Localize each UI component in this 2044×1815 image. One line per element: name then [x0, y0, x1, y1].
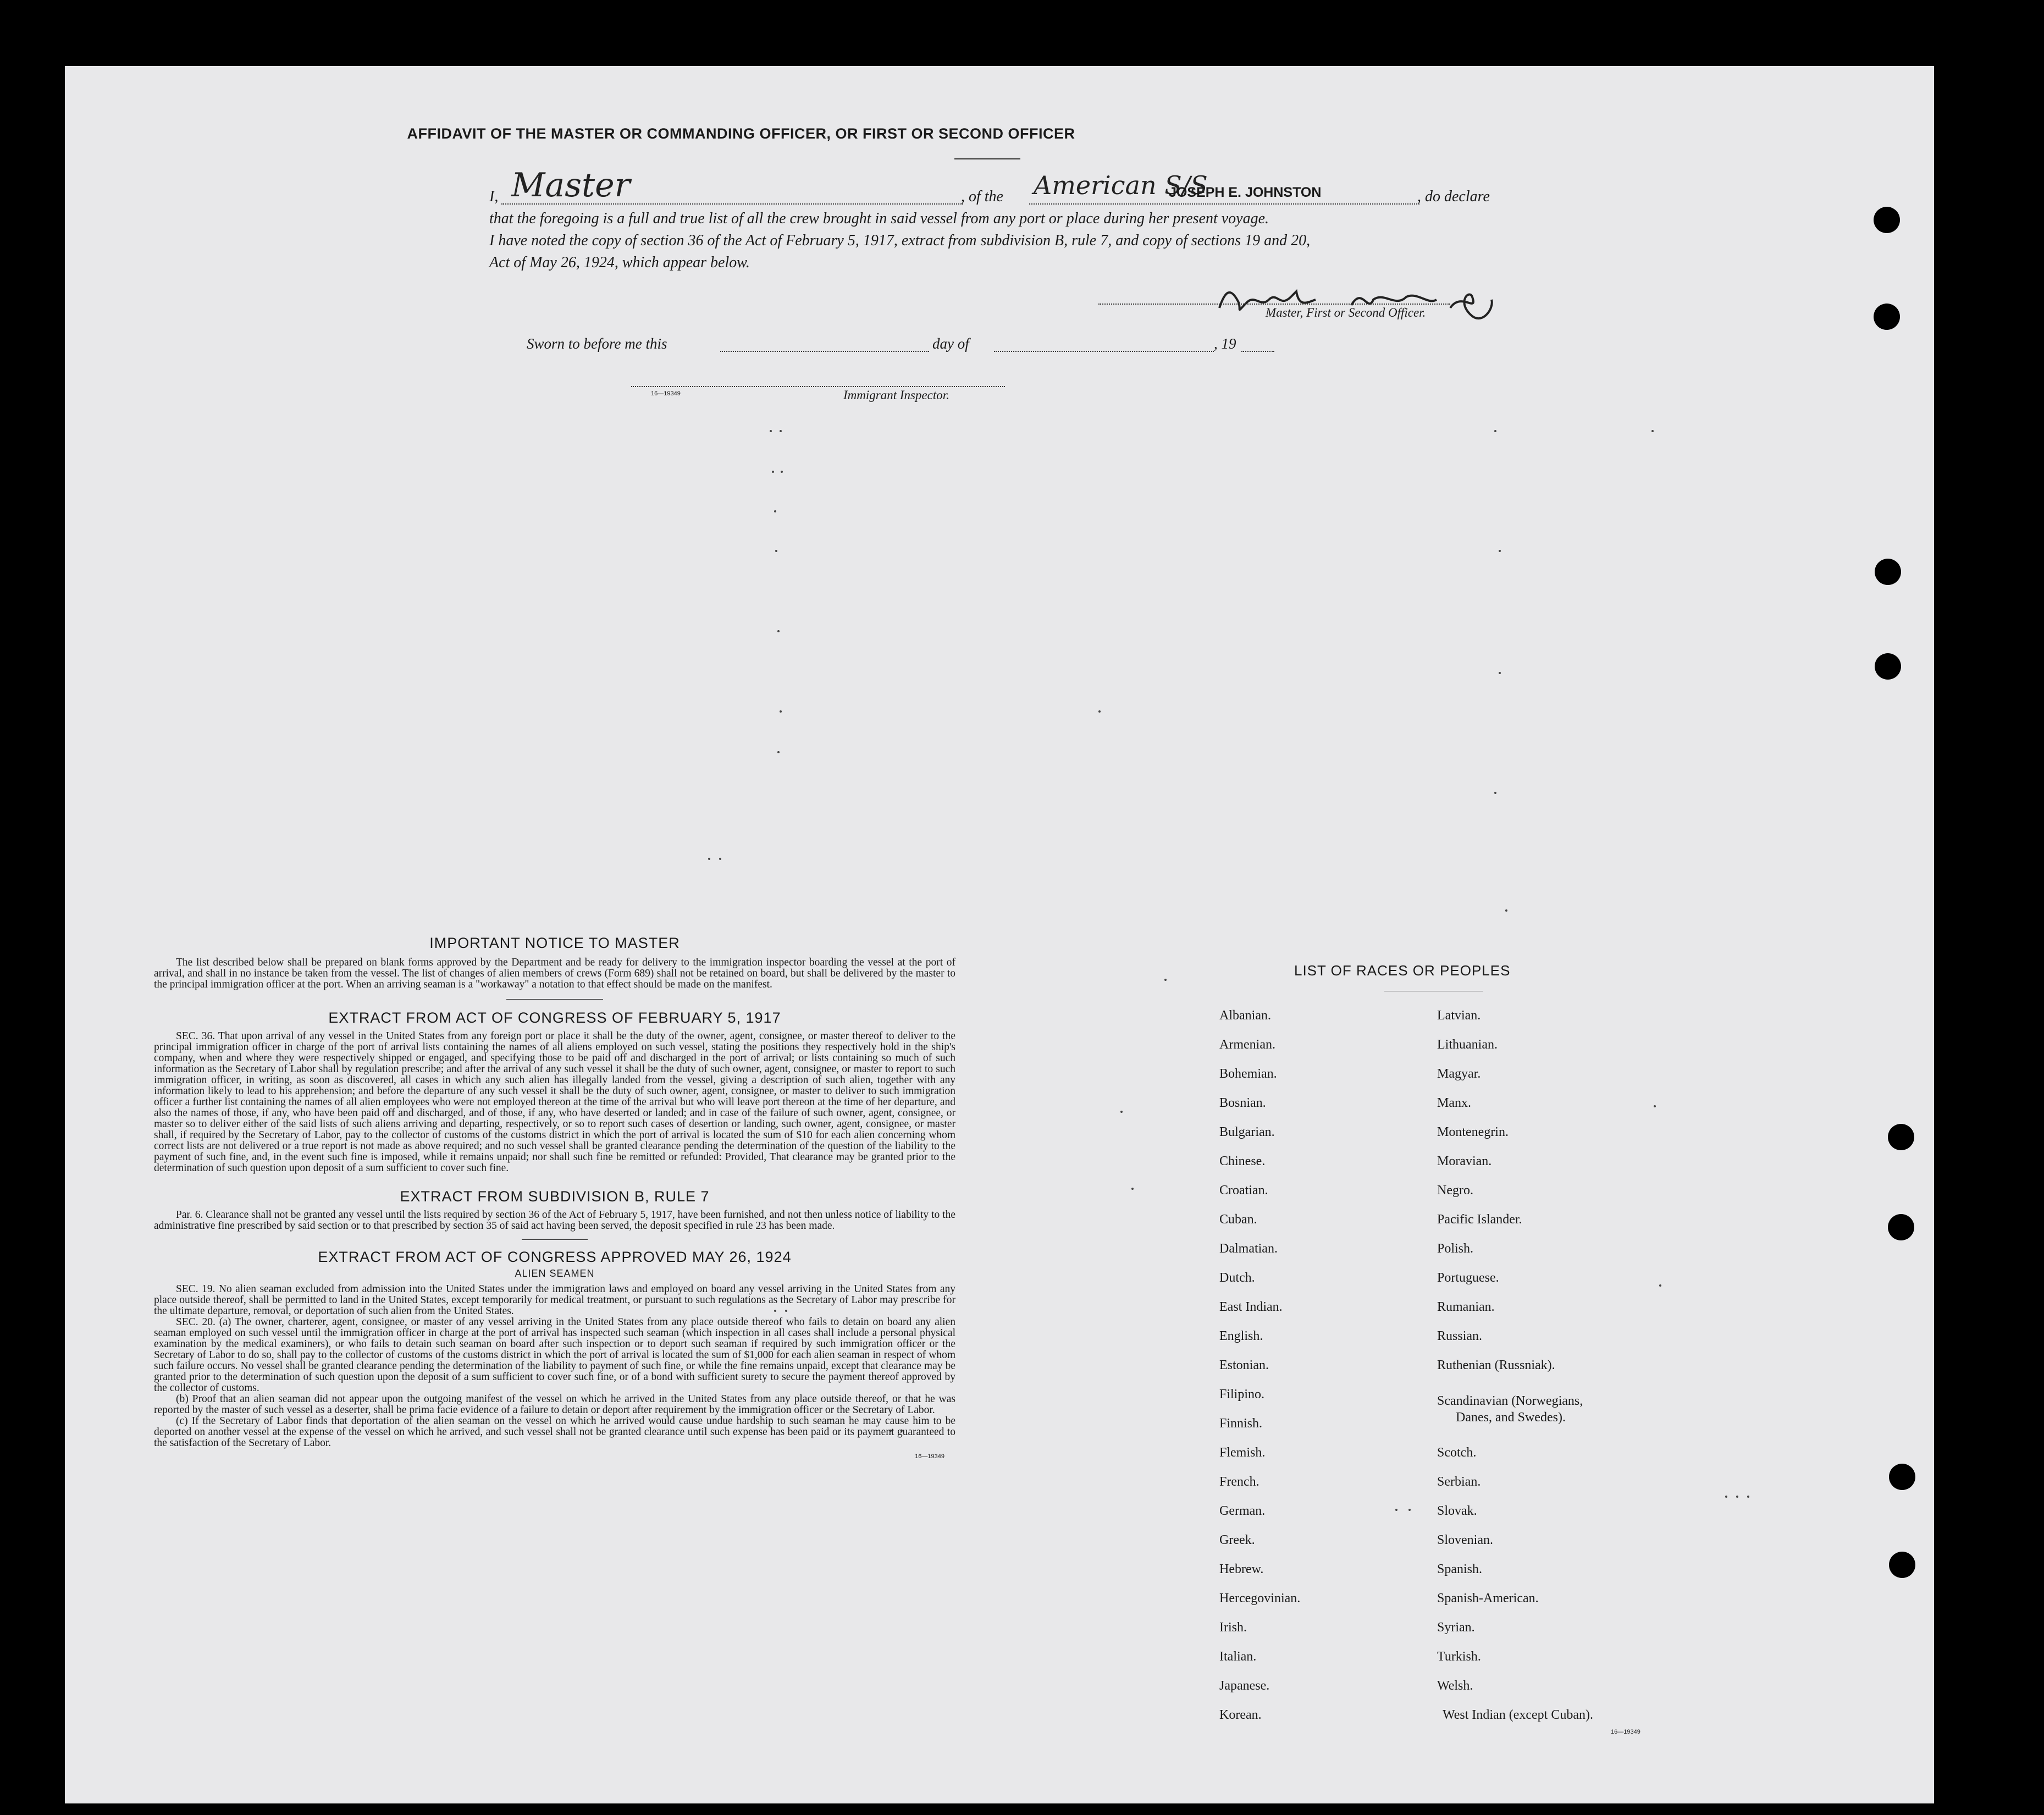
races-title: LIST OF RACES OR PEOPLES: [1294, 962, 1511, 979]
race-right-9: Portuguese.: [1437, 1271, 1499, 1285]
race-right-6: Negro.: [1437, 1183, 1473, 1198]
inspector-caption: Immigrant Inspector.: [843, 388, 949, 402]
race-right-16: Serbian.: [1437, 1475, 1481, 1489]
race-right-15: Scotch.: [1437, 1446, 1477, 1460]
do-declare-text: , do declare: [1417, 188, 1490, 205]
punch-hole-5: [1888, 1124, 1914, 1150]
year-text: , 19: [1214, 335, 1236, 352]
race-left-11: English.: [1219, 1329, 1263, 1343]
race-right-22: Turkish.: [1437, 1650, 1481, 1664]
affidavit-form-number: 16—19349: [651, 390, 681, 397]
sec20c-text: (c) If the Secretary of Labor finds that deportation of the alien seaman on the vessel on which he arrived would cause undue hardship to such seaman he may cause him to be deported on another vessel at the expense of the vessel on which he arrived, and such vessel shall not be granted clearance until such expense has been paid or its payment guaranteed to the satisfaction of the Secretary of Labor.: [154, 1415, 955, 1449]
race-left-21: Irish.: [1219, 1620, 1247, 1635]
race-left-8: Dalmatian.: [1219, 1242, 1278, 1256]
rule7-text: Par. 6. Clearance shall not be granted any vessel until the lists required by section 36 of the Act of February 5, 1917, have been furnished, and not then unless notice of liability to the administrative fine prescribed by said section or to that prescribed by section 35 of said act having been served, the deposit specified in rule 23 has been made.: [154, 1209, 955, 1232]
affidavit-line-3: I have noted the copy of section 36 of the Act of February 5, 1917, extract from subdivision B, rule 7, and copy of sections 19 and 20,: [489, 232, 1311, 249]
rule7-title: EXTRACT FROM SUBDIVISION B, RULE 7: [400, 1188, 710, 1205]
race-left-4: Bulgarian.: [1219, 1125, 1275, 1139]
punch-hole-7: [1889, 1464, 1915, 1490]
notice-title: IMPORTANT NOTICE TO MASTER: [429, 935, 680, 951]
race-left-19: Hebrew.: [1219, 1562, 1264, 1576]
day-of-text: day of: [932, 335, 969, 352]
extract-1924-title: EXTRACT FROM ACT OF CONGRESS APPROVED MAY 26, 1924: [318, 1249, 792, 1265]
race-right-7: Pacific Islander.: [1437, 1212, 1522, 1227]
race-left-12: Estonian.: [1219, 1358, 1269, 1372]
race-left-1: Armenian.: [1219, 1038, 1275, 1052]
race-right-10: Rumanian.: [1437, 1300, 1495, 1314]
signature-caption: Master, First or Second Officer.: [1266, 306, 1426, 319]
race-left-18: Greek.: [1219, 1533, 1255, 1547]
punch-hole-8: [1889, 1552, 1915, 1578]
race-right-14: Danes, and Swedes).: [1456, 1410, 1566, 1425]
signature-line: [1098, 304, 1450, 305]
punch-hole-6: [1888, 1214, 1914, 1240]
race-left-13: Filipino.: [1219, 1387, 1265, 1402]
race-right-24: West Indian (except Cuban).: [1443, 1708, 1593, 1722]
vessel-name: JOSEPH E. JOHNSTON: [1169, 185, 1322, 200]
alien-seamen-subtitle: ALIEN SEAMEN: [515, 1268, 595, 1279]
of-the-text: , of the: [961, 188, 1003, 205]
title-rule: [954, 158, 1020, 159]
race-left-7: Cuban.: [1219, 1212, 1257, 1227]
race-left-20: Hercegovinian.: [1219, 1591, 1301, 1606]
legal-extracts-column: [154, 935, 955, 1460]
punch-hole-2: [1874, 304, 1900, 330]
race-right-8: Polish.: [1437, 1242, 1474, 1256]
sec20a-text: SEC. 20. (a) The owner, charterer, agent, consignee, or master of any vessel arriving in the United States from any place outside thereof who fails to detain on board any alien seaman employed on such vessel until the immigration officer in charge at the port of arrival has inspected such seaman (which inspection in all cases shall include a personal physical examination by the medical examiners), or who fails to detain such seaman on board after such inspection or to deport such seaman if required by such immigration officer or the Secretary of Labor to do so, shall pay to the collector of customs of the customs district in which the port of arrival is located the sum of $1,000 for each alien seaman in respect of whom such failure occurs. No vessel shall be granted clearance pending the determination of the liability to payment of such fine, or while the fine remains unpaid, except that clearance may be granted prior to the determination of such question upon the deposit of a sum sufficient to cover such fine, or of a bond with sufficient surety to secure the payment thereof approved by the collector of customs.: [154, 1316, 955, 1394]
race-left-15: Flemish.: [1219, 1446, 1266, 1460]
race-left-5: Chinese.: [1219, 1154, 1266, 1168]
sworn-month-blank: [994, 351, 1214, 352]
inspector-line: [631, 386, 1005, 387]
affidavit-line-1: [489, 166, 1589, 214]
race-left-2: Bohemian.: [1219, 1067, 1277, 1081]
affidavit-line-2: that the foregoing is a full and true list of all the crew brought in said vessel from any port or place during her present voyage.: [489, 210, 1269, 227]
sworn-line: [527, 335, 1406, 357]
race-right-4: Montenegrin.: [1437, 1125, 1509, 1139]
extract-1917-title: EXTRACT FROM ACT OF CONGRESS OF FEBRUARY 5, 1917: [328, 1009, 781, 1026]
race-left-16: French.: [1219, 1475, 1259, 1489]
extract-1917-text: SEC. 36. That upon arrival of any vessel in the United States from any foreign port or place it shall be the duty of the owner, agent, consignee, or master thereof to deliver to the principal immigration officer in charge of the port of arrival lists containing the names of all aliens employed on such vessel, stating the positions they respectively hold in the ship's company, when and where they were respectively shipped or engaged, and specifying those to be paid off and discharged in the port of arrival; or lists containing so much of such information as the Secretary of Labor shall by regulation prescribe; and after the arrival of any such vessel it shall be the duty of such owner, agent, consignee, or master to report to such immigration officer, in writing, as soon as discovered, all cases in which any such alien has illegally landed from the vessel, giving a description of such alien, together with any information likely to lead to his apprehension; and before the departure of any such vessel it shall be the duty of such owner, agent, consignee, or master to deliver to such immigration officer a further list containing the names of all alien employees who were not employed thereon at the time of the arrival but who will leave port thereon at the time of her departure, and also the names of those, if any, who have been paid off and discharged, and of those, if any, who have deserted or landed; and in case of the failure of such owner, agent, consignee, or master so to deliver either of the said lists of such aliens arriving and departing, respectively, or so to report such cases of desertion or landing, such owner, agent, consignee, or master shall, if required by the Secretary of Labor, pay to the collector of customs of the customs district in which the port of arrival is located the sum of $10 for each alien concerning whom correct lists are not delivered or a true report is not made as above required; and no such vessel shall be granted clearance pending the determination of the question of the liability to the payment of such fine, and, in the event such fine is imposed, while it remains unpaid; nor shall such fine be remitted or refunded: Provided, That clearance may be granted prior to the determination of such question upon deposit of a sum sufficient to cover such fine.: [154, 1030, 955, 1174]
race-left-3: Bosnian.: [1219, 1096, 1266, 1110]
affidavit-line-4: Act of May 26, 1924, which appear below.: [489, 254, 750, 271]
punch-hole-4: [1875, 653, 1901, 680]
vessel-blank: [1029, 203, 1419, 205]
extract-form-number: 16—19349: [915, 1453, 944, 1460]
notice-text: The list described below shall be prepared on blank forms approved by the Department and be ready for delivery to the immigration inspector boarding the vessel at the port of arrival, and shall in no instance be taken from the vessel. The list of changes of alien members of crews (Form 689) shall not be retained on board, but shall be delivered by the master to the principal immigration officer at the port. When an arriving seaman is a "workaway" a notation to that effect should be made on the manifest.: [154, 957, 955, 990]
nationality-handwriting: American S/S: [1034, 170, 1208, 200]
sworn-year-blank: [1241, 351, 1274, 352]
race-right-11: Russian.: [1437, 1329, 1483, 1343]
rule7-rule: [522, 1239, 588, 1240]
race-left-10: East Indian.: [1219, 1300, 1283, 1314]
race-left-24: Korean.: [1219, 1708, 1262, 1722]
race-right-17: Slovak.: [1437, 1504, 1477, 1518]
sworn-text: Sworn to before me this: [527, 335, 667, 352]
race-right-12: Ruthenian (Russniak).: [1437, 1358, 1555, 1372]
race-right-23: Welsh.: [1437, 1679, 1473, 1693]
race-right-2: Magyar.: [1437, 1067, 1481, 1081]
race-right-13: Scandinavian (Norwegians,: [1437, 1394, 1583, 1408]
races-form-number: 16—19349: [1611, 1729, 1640, 1735]
prefix-text: I,: [489, 188, 499, 205]
punch-hole-3: [1875, 559, 1901, 585]
sworn-day-blank: [720, 351, 929, 352]
affidavit-title: AFFIDAVIT OF THE MASTER OR COMMANDING OFFICER, OR FIRST OR SECOND OFFICER: [407, 125, 1075, 142]
race-right-18: Slovenian.: [1437, 1533, 1493, 1547]
race-right-20: Spanish-American.: [1437, 1591, 1539, 1606]
race-left-14: Finnish.: [1219, 1416, 1263, 1431]
notice-rule: [506, 999, 603, 1000]
race-right-5: Moravian.: [1437, 1154, 1492, 1168]
sec20b-text: (b) Proof that an alien seaman did not appear upon the outgoing manifest of the vessel on which he arrived in the United States from any place outside thereof, or that he was reported by the master of such vessel as a deserter, shall be prima facie evidence of a failure to detain or deport after requirement by the immigration officer or the Secretary of Labor.: [154, 1393, 955, 1416]
race-left-9: Dutch.: [1219, 1271, 1255, 1285]
race-right-19: Spanish.: [1437, 1562, 1483, 1576]
race-left-23: Japanese.: [1219, 1679, 1270, 1693]
race-left-22: Italian.: [1219, 1650, 1257, 1664]
race-left-6: Croatian.: [1219, 1183, 1268, 1198]
master-signature: [1186, 269, 1571, 335]
punch-hole-1: [1874, 207, 1900, 233]
race-left-17: German.: [1219, 1504, 1266, 1518]
document-sheet: [65, 66, 1934, 1803]
race-right-0: Latvian.: [1437, 1008, 1481, 1023]
sec19-text: SEC. 19. No alien seaman excluded from admission into the United States under the immigration laws and employed on board any vessel arriving in the United States from any place outside thereof, shall be permitted to land in the United States, except temporarily for medical treatment, or pursuant to such regulations as the Secretary of Labor may prescribe for the ultimate departure, removal, or deportation of such alien from the United States.: [154, 1283, 955, 1317]
race-right-3: Manx.: [1437, 1096, 1471, 1110]
officer-handwriting: Master: [511, 166, 631, 205]
race-left-0: Albanian.: [1219, 1008, 1271, 1023]
race-right-21: Syrian.: [1437, 1620, 1475, 1635]
race-right-1: Lithuanian.: [1437, 1038, 1498, 1052]
